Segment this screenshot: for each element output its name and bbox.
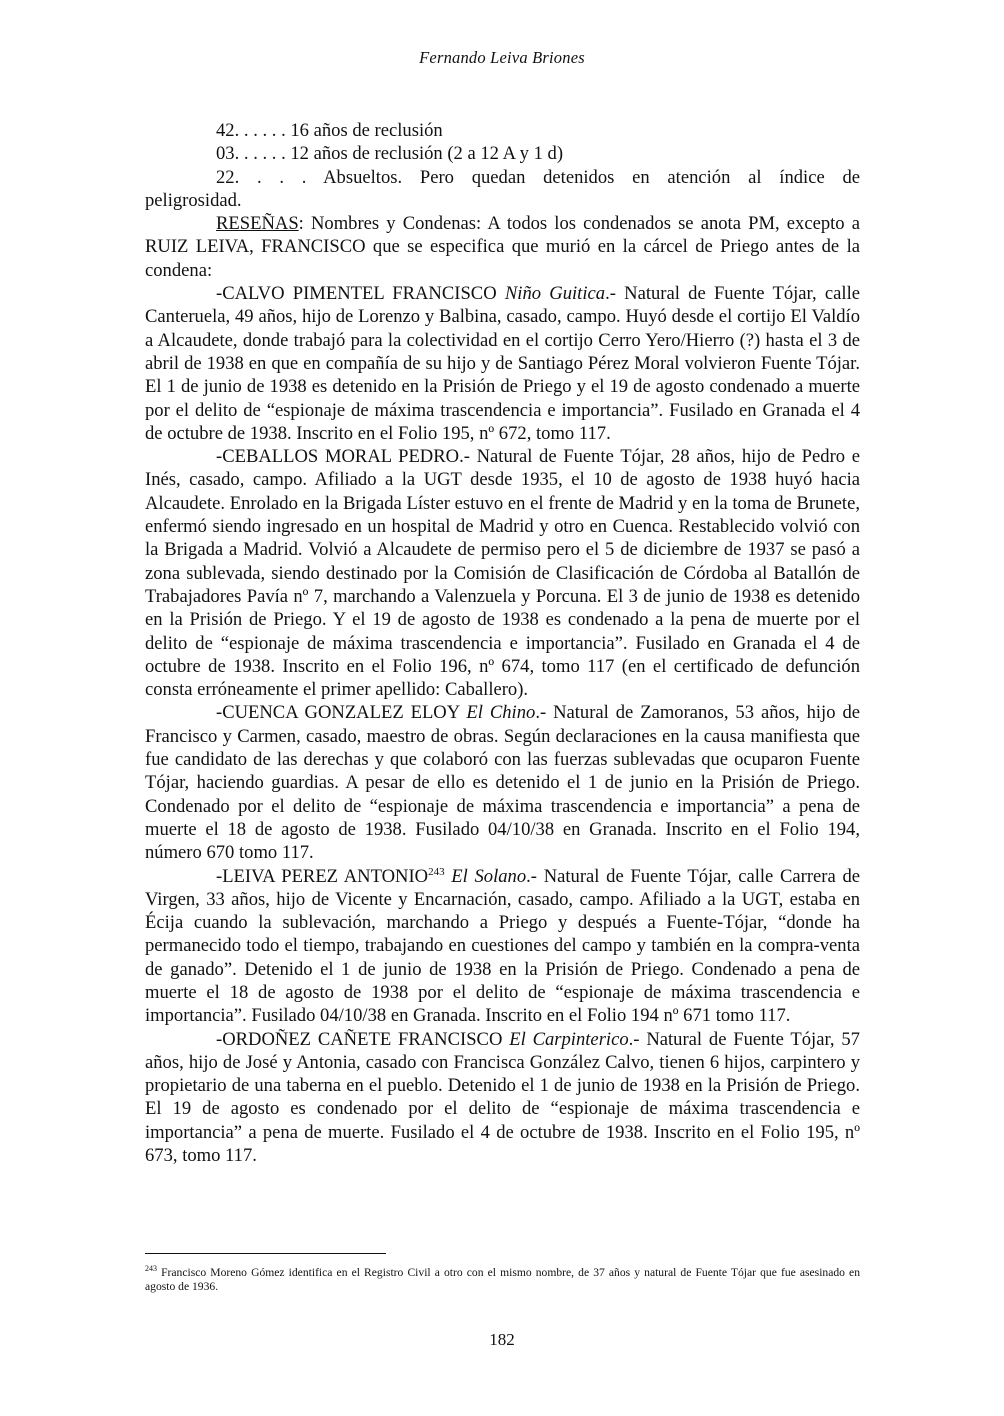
body-text [145, 119, 860, 1167]
resenas-paragraph [145, 212, 860, 282]
entry-name: -CALVO PIMENTEL FRANCISCO [216, 283, 505, 305]
entry-cuenca [145, 701, 860, 864]
footnote-text: Francisco Moreno Gómez identifica en el Registro Civil a otro con el mismo nombre, de 37 años y natural de Fuente Tójar que fue asesinado en agosto de 1936. [145, 1266, 860, 1293]
resenas-label: RESEÑAS [216, 213, 299, 235]
entry-alias: El Solano [444, 865, 527, 887]
entry-text: .- Natural de Fuente Tójar, 28 años, hijo de Pedro e Inés, casado, campo. Afiliado a la UGT desde 1935, el 10 de agosto de 1938 huyó hacia Alcaudete. Enrolado en la Brigada Líster estuvo en el frente de Madrid y en la toma de Brunete, enfermó siendo ingresado en un hospital de Madrid y otro en Cuenca. Restablecido volvió con la Brigada a Madrid. Volvió a Alcaudete de permiso pero el 5 de diciembre de 1937 se pasó a zona sublevada, siendo destinado por la Comisión de Clasificación de Córdoba al Batallón de Trabajadores Pavía nº 7, marchando a Valenzuela y Porcuna. El 3 de junio de 1938 es detenido en la Prisión de Priego. Y el 19 de agosto de 1938 es condenado a la pena de muerte por el delito de “espionaje de máxima trascendencia e importancia”. Fusilado en Granada el 4 de octubre de 1938. Inscrito en el Folio 196, nº 674, tomo 117 (en el certificado de defunción consta erróneamente el primer apellido: Caballero). [145, 446, 861, 701]
entry-alias: El Chino [466, 702, 536, 724]
entry-name: -ORDOÑEZ CAÑETE FRANCISCO [216, 1028, 510, 1050]
footnote-separator [145, 1253, 386, 1254]
sentence-item-22-continuation: peligrosidad. [145, 189, 242, 211]
footnote [145, 1266, 860, 1294]
entry-text: .- Natural de Fuente Tójar, calle Canteruela, 49 años, hijo de Lorenzo y Balbina, casado, campo. Huyó desde el cortijo El Valdío a Alcaudete, donde trabajó para la colectividad en el cortijo Cerro Yero/Hierro (?) hasta el 3 de abril de 1938 en que en compañía de su hijo y de Santiago Pérez Moral volvieron Fuente Tójar. El 1 de junio de 1938 es detenido en la Prisión de Priego y el 19 de agosto condenado a muerte por el delito de “espionaje de máxima trascendencia e importancia”. Fusilado en Granada el 4 de octubre de 1938. Inscrito en el Folio 195, nº 672, tomo 117. [145, 283, 860, 444]
entry-alias: Niño Guitica [504, 283, 606, 305]
resenas-text: : Nombres y Condenas: A todos los condenados se anota PM, excepto a RUIZ LEIVA, FRANCISCO que se especifica que murió en la cárcel de Priego antes de la condena: [145, 213, 860, 281]
entry-text: .- Natural de Fuente Tójar, 57 años, hijo de José y Antonia, casado con Francisca González Calvo, tienen 6 hijos, carpintero y propietario de una taberna en el pueblo. Detenido el 1 de junio de 1938 en la Prisión de Priego. El 19 de agosto es condenado por el delito de “espionaje de máxima trascendencia e importancia” a pena de muerte. Fusilado el 4 de octubre de 1938. Inscrito en el Folio 195, nº 673, tomo 117. [145, 1028, 860, 1167]
page-number: 182 [489, 1330, 515, 1349]
entry-text: .- Natural de Fuente Tójar, calle Carrera de Virgen, 33 años, hijo de Vicente y Encarnación, casado, campo. Afiliado a la UGT, estaba en Écija cuando la sublevación, marchando a Priego y después a Fuente-Tójar, “donde ha permanecido todo el tiempo, trabajando en cuestiones del campo y también en la compra-venta de ganado”. Detenido el 1 de junio de 1938 en la Prisión de Priego. Condenado a pena de muerte el 18 de agosto de 1938 por el delito de “espionaje de máxima trascendencia e importancia”. Fusilado 04/10/38 en Granada. Inscrito en el Folio 194 nº 671 tomo 117. [145, 865, 860, 1027]
entry-alias: El Carpinterico [509, 1028, 629, 1050]
sentence-item-22: 22. . . . Absueltos. Pero quedan detenidos en atención al índice de [216, 166, 860, 188]
running-header: Fernando Leiva Briones [419, 48, 585, 67]
entry-calvo [145, 282, 860, 445]
footnote-marker: 243 [145, 1264, 157, 1274]
entry-ceballos [145, 445, 860, 701]
sentence-item-42: 42. . . . . . 16 años de reclusión [216, 120, 443, 141]
entry-ordonez [145, 1028, 860, 1168]
entry-leiva [145, 865, 860, 1028]
entry-text: .- Natural de Zamoranos, 53 años, hijo de Francisco y Carmen, casado, maestro de obras. Según declaraciones en la causa manifiesta que fue candidato de las derechas y que colaboró con las fuerzas sublevadas que ocuparon Fuente Tójar, haciendo guardias. A pesar de ello es detenido el 1 de junio en la Prisión de Priego. Condenado por el delito de “espionaje de máxima trascendencia e importancia” a pena de muerte el 18 de agosto de 1938. Fusilado 04/10/38 en Granada. Inscrito en el Folio 194, número 670 tomo 117. [145, 702, 860, 864]
sentence-item-03: 03. . . . . . 12 años de reclusión (2 a 12 A y 1 d) [216, 143, 564, 165]
entry-name: -CUENCA GONZALEZ ELOY [216, 702, 467, 724]
entry-name: -LEIVA PEREZ ANTONIO [216, 865, 429, 887]
entry-name: -CEBALLOS MORAL PEDRO [216, 446, 460, 468]
footnote-reference[interactable]: 243 [428, 865, 445, 878]
